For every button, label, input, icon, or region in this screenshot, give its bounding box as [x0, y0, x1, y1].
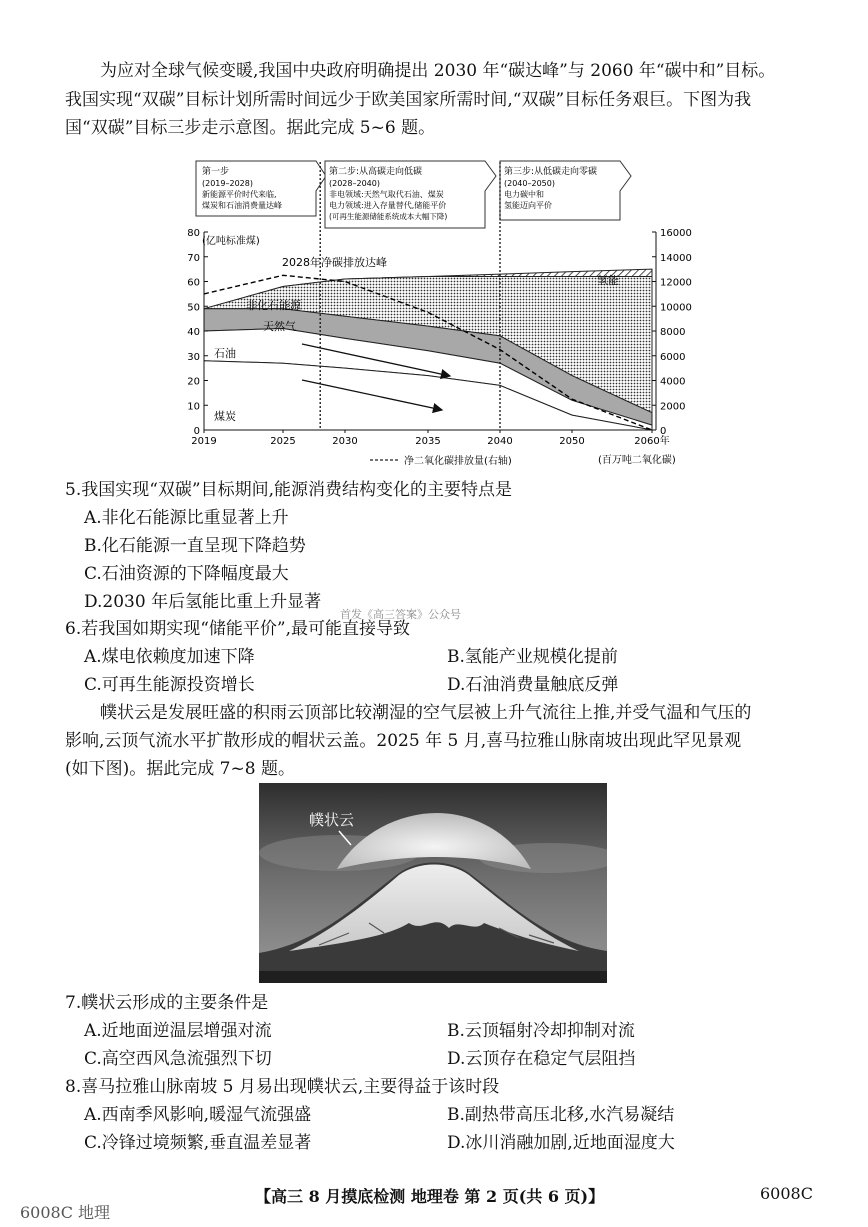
step-1-desc-1: 新能源平价时代来临, [202, 190, 277, 199]
y-right-tick-label: 12000 [660, 277, 692, 289]
q5-option-b: B.化石能源一直呈现下降趋势 [84, 536, 306, 556]
intro2-line-2: 影响,云顶气流水平扩散形成的帽状云盖。2025 年 5 月,喜马拉雅山脉南坡出现此罕见景观 [65, 731, 742, 751]
y-right-tick-label: 14000 [660, 252, 692, 264]
series-label-coal: 煤炭 [214, 410, 236, 423]
series-label-oil: 石油 [214, 347, 236, 360]
y-right-tick-label: 16000 [660, 228, 692, 239]
x-tick-label: 2050 [559, 436, 585, 447]
q8-option-d: D.冰川消融加剧,近地面湿度大 [447, 1133, 675, 1153]
step-1-title: 第一步 [202, 167, 230, 177]
step-2-period: (2028–2040) [329, 179, 380, 188]
q8-option-c: C.冷锋过境频繁,垂直温差显著 [84, 1133, 312, 1153]
q7-option-c: C.高空西风急流强烈下切 [84, 1049, 272, 1069]
dual-carbon-chart [180, 148, 700, 470]
footer-center: 【高三 8 月摸底检测 地理卷 第 2 页(共 6 页)】 [255, 1187, 605, 1206]
x-tick-label: 2025 [270, 436, 296, 447]
q5-option-c: C.石油资源的下降幅度最大 [84, 564, 289, 584]
y-right-tick-label: 0 [660, 426, 667, 437]
q6-option-d: D.石油消费量触底反弹 [447, 675, 619, 695]
y-right-tick-label: 10000 [660, 302, 692, 314]
y-right-tick-label: 6000 [660, 351, 686, 363]
y-right-unit: (百万吨二氧化碳) [598, 455, 676, 466]
y-right-tick-label: 4000 [660, 376, 686, 388]
step-2-title: 第二步:从高碳走向低碳 [329, 167, 423, 177]
step-3-desc-2: 氢能迈向平价 [504, 201, 552, 210]
intro-line-1: 为应对全球气候变暖,我国中央政府明确提出 2030 年“碳达峰”与 2060 年“碳中和”目标。 [100, 61, 776, 81]
step-3-period: (2040–2050) [504, 179, 555, 188]
y-left-tick-label: 0 [193, 426, 200, 437]
x-tick-label: 2060年 [634, 436, 670, 447]
step-1-desc-2: 煤炭和石油消费量达峰 [202, 201, 282, 210]
intro2-line-3: (如下图)。据此完成 7~8 题。 [65, 759, 295, 779]
step-3-desc-1: 电力碳中和 [504, 190, 544, 199]
q7-option-b: B.云顶辐射冷却抑制对流 [447, 1021, 635, 1041]
q8-stem: 8.喜马拉雅山脉南坡 5 月易出现幞状云,主要得益于该时段 [65, 1077, 500, 1097]
y-left-tick-label: 80 [187, 228, 200, 239]
emission-legend-label: 净二氧化碳排放量(右轴) [404, 456, 512, 467]
series-label-gas: 天然气 [263, 320, 296, 333]
x-tick-label: 2040 [487, 436, 513, 447]
q5-option-d: D.2030 年后氢能比重上升显著 [84, 592, 322, 612]
photo-label: 幞状云 [309, 811, 355, 829]
footer-left: 6008C 地理 [20, 1203, 111, 1222]
step-2-desc-1: 非电领域:天然气取代石油、煤炭 [329, 190, 444, 199]
y-left-tick-label: 40 [187, 327, 200, 338]
series-label-hydrogen: 氢能 [597, 274, 619, 287]
pileus-cloud-photo [259, 783, 607, 983]
step-2-desc-2: 电力领域:进入存量替代,储能平价 [329, 201, 447, 210]
intro2-line-1: 幞状云是发展旺盛的积雨云顶部比较潮湿的空气层被上升气流往上推,并受气温和气压的 [100, 703, 752, 723]
peak-annotation: 2028年净碳排放达峰 [282, 256, 387, 269]
q7-option-a: A.近地面逆温层增强对流 [84, 1021, 272, 1041]
q5-option-a: A.非化石能源比重显著上升 [84, 508, 289, 528]
step-box-1 [196, 161, 326, 216]
q6-option-b: B.氢能产业规模化提前 [447, 647, 618, 667]
y-left-tick-label: 10 [187, 401, 200, 413]
q7-option-d: D.云顶存在稳定气层阻挡 [447, 1049, 636, 1069]
step-3-title: 第三步:从低碳走向零碳 [504, 167, 598, 177]
x-tick-label: 2035 [415, 436, 441, 447]
y-right-tick-label: 8000 [660, 327, 686, 338]
y-left-tick-label: 50 [187, 302, 200, 314]
y-right-tick-label: 2000 [660, 401, 686, 413]
q6-option-c: C.可再生能源投资增长 [84, 675, 255, 695]
y-left-tick-label: 60 [187, 277, 200, 289]
q7-stem: 7.幞状云形成的主要条件是 [65, 993, 269, 1013]
q6-option-a: A.煤电依赖度加速下降 [84, 647, 255, 667]
q8-option-a: A.西南季风影响,暖湿气流强盛 [84, 1105, 312, 1125]
q6-stem: 6.若我国如期实现“储能平价”,最可能直接导致 [65, 619, 411, 639]
intro-line-3: 国“双碳”目标三步走示意图。据此完成 5~6 题。 [65, 118, 436, 138]
x-tick-label: 2030 [332, 436, 358, 447]
y-left-tick-label: 20 [187, 376, 200, 388]
y-left-tick-label: 30 [187, 351, 200, 363]
footer-right: 6008C [760, 1184, 813, 1203]
q8-option-b: B.副热带高压北移,水汽易凝结 [447, 1105, 675, 1125]
step-box-3 [500, 161, 631, 220]
intro-line-2: 我国实现“双碳”目标计划所需时间远少于欧美国家所需时间,“双碳”目标任务艰巨。下图为我 [65, 90, 752, 110]
series-label-nonfossil: 非化石能源 [246, 299, 301, 312]
q5-stem: 5.我国实现“双碳”目标期间,能源消费结构变化的主要特点是 [65, 480, 513, 500]
y-left-tick-label: 70 [187, 252, 200, 264]
step-1-period: (2019–2028) [202, 179, 253, 188]
step-2-desc-3: (可再生能源储能系统成本大幅下降) [329, 212, 448, 221]
x-tick-label: 2019 [191, 436, 217, 447]
step-box-2 [325, 161, 496, 228]
y-left-unit: (亿吨标准煤) [202, 236, 260, 247]
watermark: 首发《高三答案》公众号 [340, 608, 461, 621]
